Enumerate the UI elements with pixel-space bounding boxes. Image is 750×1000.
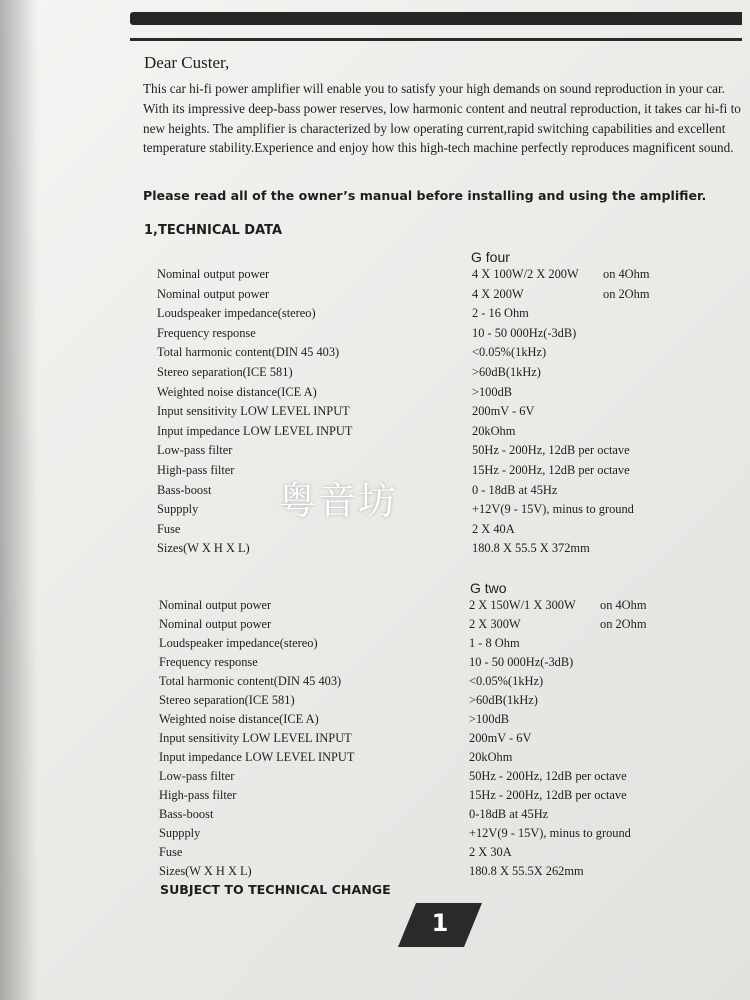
read-manual-notice: Please read all of the owner’s manual before installing and using the amplifier. [143, 188, 707, 203]
spec-label: Bass-boost [159, 807, 214, 821]
section-title: 1,TECHNICAL DATA [144, 223, 283, 238]
spec-value: 20kOhm [472, 423, 516, 438]
page-number-badge [398, 903, 482, 947]
spec-label: Frequency response [159, 655, 258, 669]
spec-label: Input impedance LOW LEVEL INPUT [157, 423, 353, 438]
spec-value: 50Hz - 200Hz, 12dB per octave [469, 769, 627, 783]
spec-value: 2 X 40A [472, 521, 515, 536]
spec-value: 1 - 8 Ohm [469, 636, 520, 650]
spec-value: >100dB [472, 384, 513, 399]
model-title-g-four: G four [471, 249, 510, 265]
spec-value: >60dB(1kHz) [469, 693, 538, 707]
spec-value: <0.05%(1kHz) [469, 674, 544, 688]
spec-load-note: on 2Ohm [603, 286, 650, 301]
spec-value: >100dB [469, 712, 510, 726]
intro-paragraph: This car hi-fi power amplifier will enable you to satisfy your high demands on sound reproduction in your car. With its impressive deep-bass power reserves, low harmonic content and neutral reproduction, it takes car hi-fi to new heights. The amplifier is characterized by low operating current,rapid switching capabilities and excellent temperature stability.Experience and enjoy how this high-tech machine perfectly reproduces magnificent sound. [143, 81, 741, 156]
header-bar [130, 12, 742, 25]
page-number: 1 [431, 909, 449, 937]
model-title-g-two: G two [470, 580, 507, 596]
spec-value: 200mV - 6V [472, 404, 535, 419]
spec-value: 10 - 50 000Hz(-3dB) [469, 655, 574, 669]
spec-value: 15Hz - 200Hz, 12dB per octave [469, 788, 627, 802]
spec-value: 2 - 16 Ohm [472, 306, 529, 321]
spec-label: Nominal output power [157, 286, 270, 301]
spec-label: High-pass filter [157, 463, 235, 477]
spec-load-note: on 4Ohm [600, 598, 647, 612]
spec-label: Low-pass filter [159, 769, 235, 783]
spec-label: Weighted noise distance(ICE A) [157, 384, 317, 399]
spec-value: 2 X 30A [469, 845, 512, 859]
spec-label: Total harmonic content(DIN 45 403) [159, 674, 342, 688]
spec-label: Input impedance LOW LEVEL INPUT [159, 750, 355, 764]
header-rule [130, 38, 742, 41]
greeting: Dear Custer, [144, 53, 230, 72]
spec-label: Fuse [159, 845, 183, 859]
spec-value: 2 X 150W/1 X 300W [469, 598, 576, 612]
spec-value: 4 X 100W/2 X 200W [472, 267, 579, 281]
spec-label: Sizes(W X H X L) [159, 864, 252, 878]
page-shadow [0, 0, 38, 1000]
spec-value: 10 - 50 000Hz(-3dB) [472, 325, 577, 340]
spec-label: Loudspeaker impedance(stereo) [159, 636, 318, 650]
spec-value: +12V(9 - 15V), minus to ground [472, 502, 634, 517]
spec-value: <0.05%(1kHz) [472, 345, 547, 360]
spec-label: Nominal output power [157, 267, 270, 281]
spec-label: Fuse [157, 521, 181, 536]
spec-load-note: on 2Ohm [600, 617, 647, 631]
spec-label: Stereo separation(ICE 581) [159, 693, 295, 707]
spec-label: Low-pass filter [157, 443, 233, 458]
spec-value: 4 X 200W [472, 286, 524, 301]
spec-label: Loudspeaker impedance(stereo) [157, 306, 316, 321]
spec-label: Suppply [157, 502, 199, 517]
spec-load-note: on 4Ohm [603, 267, 650, 281]
spec-label: Bass-boost [157, 482, 212, 497]
spec-label: Stereo separation(ICE 581) [157, 365, 293, 379]
spec-label: High-pass filter [159, 788, 237, 802]
spec-label: Sizes(W X H X L) [157, 541, 250, 556]
spec-label: Frequency response [157, 325, 256, 340]
spec-label: Input sensitivity LOW LEVEL INPUT [157, 404, 350, 419]
spec-label: Suppply [159, 826, 201, 840]
spec-value: 0 - 18dB at 45Hz [472, 482, 558, 497]
spec-label: Input sensitivity LOW LEVEL INPUT [159, 731, 352, 745]
technical-change-note: SUBJECT TO TECHNICAL CHANGE [160, 882, 391, 897]
spec-value: 180.8 X 55.5X 262mm [469, 864, 584, 878]
spec-value: +12V(9 - 15V), minus to ground [469, 826, 631, 840]
spec-label: Total harmonic content(DIN 45 403) [157, 345, 340, 360]
spec-value: 50Hz - 200Hz, 12dB per octave [472, 443, 630, 458]
spec-label: Nominal output power [159, 598, 272, 612]
spec-value: 180.8 X 55.5 X 372mm [472, 541, 590, 556]
spec-value: >60dB(1kHz) [472, 365, 541, 379]
spec-value: 0-18dB at 45Hz [469, 807, 549, 821]
spec-value: 15Hz - 200Hz, 12dB per octave [472, 463, 630, 477]
watermark: 粤音坊 [278, 479, 399, 523]
spec-value: 200mV - 6V [469, 731, 532, 745]
spec-label: Weighted noise distance(ICE A) [159, 712, 319, 726]
spec-label: Nominal output power [159, 617, 272, 631]
spec-value: 2 X 300W [469, 617, 521, 631]
spec-value: 20kOhm [469, 750, 513, 764]
